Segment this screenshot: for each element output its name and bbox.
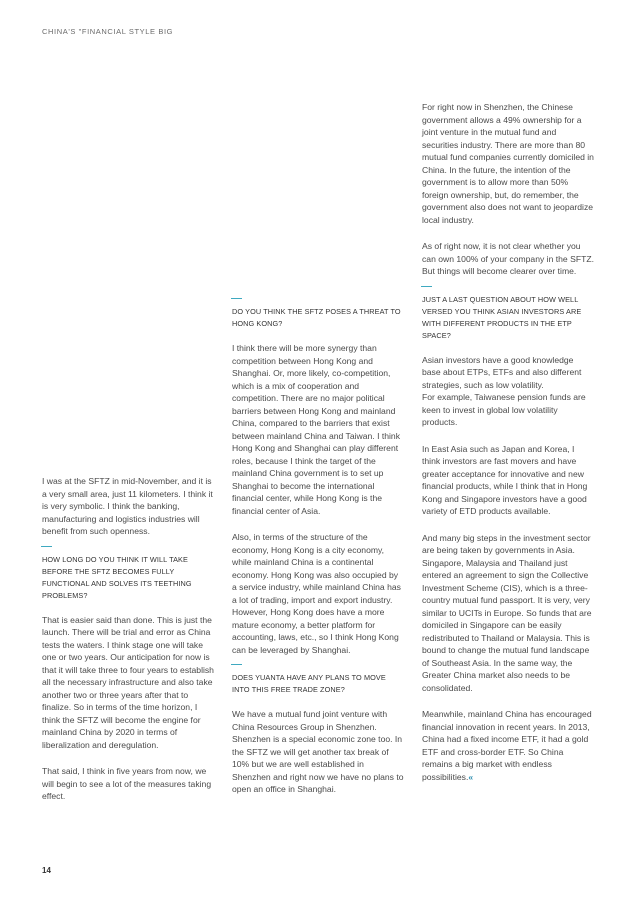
accent-rule	[41, 546, 52, 547]
column-3	[422, 101, 594, 783]
running-header: CHINA'S "FINANCIAL STYLE BIG	[42, 27, 174, 36]
question-hong-kong	[232, 306, 404, 330]
question-heading: HOW LONG DO YOU THINK IT WILL TAKE BEFORE THE SFTZ BECOMES FULLY FUNCTIONAL AND SOLVES ITS TEETHING PROBLEMS?	[42, 554, 192, 600]
answer-paragraph: Also, in terms of the structure of the economy, Hong Kong is a city economy, while mainland China is a continental economy. Hong Kong was also occupied by a service industry, while mainland China has a lot of trading, import and export industry. However, Hong Kong does have a more mature economy, a better platform for accounting, laws, etc., so I think Hong Kong can be leveraged by Shanghai.	[232, 532, 401, 655]
question-heading: DOES YUANTA HAVE ANY PLANS TO MOVE INTO THIS FREE TRADE ZONE?	[232, 673, 386, 694]
answer-paragraph: And many big steps in the investment sector are being taken by governments in Asia. Singapore, Malaysia and Thailand just entered an agreement to sign the Collective Investment Scheme (CIS), which is a three-country mutual fund passport. It is very, very similar to UCITs in Europe. So funds that are domiciled in Singapore can be easily redistributed to Thailand or Malaysia. This is bound to change the mutual fund landscape of Southeast Asia. In the same way, the Greater China market also needs to be consolidated.	[422, 532, 592, 693]
body-paragraph: As of right now, it is not clear whether you can own 100% of your company in the SFTZ. But things will become clearer over time.	[422, 241, 594, 276]
answer-paragraph	[422, 354, 594, 429]
answer-paragraph: In East Asia such as Japan and Korea, I think investors are fast movers and have greater acceptance for innovative and new financial products, while I think that in Hong Kong and Singapore investors have a good variety of ETD products available.	[422, 443, 588, 516]
answer-paragraph: That is easier said than done. This is just the launch. There will be trial and error as China tests the waters. I think stage one will take one or two years. Our anticipation for now is that it will take three to four years to establish all the necessary infrastructure and also take another two or three years after that to finalize. So in terms of the time horizon, I think the SFTZ will become the engine for mainland China by 2020 in terms of liberalization and deregulation.	[42, 614, 214, 750]
answer-sentence: Asian investors have a good knowledge base about ETPs, ETFs and also different strategies, such as low volatility.	[422, 354, 582, 390]
body-paragraph: For right now in Shenzhen, the Chinese government allows a 49% ownership for a joint venture in the mutual fund and securities industry. There are more than 80 mutual fund companies currently domiciled in China. In the future, the intention of the government is to allow more than 50% foreign ownership, but, do remember, the government also does not want to jeopardize local industry.	[422, 102, 594, 225]
answer-sentence: For example, Taiwanese pension funds are keen to invest in global low volatility products.	[422, 392, 586, 427]
end-of-article-mark: «	[468, 771, 474, 782]
accent-rule	[231, 664, 242, 665]
answer-paragraph: We have a mutual fund joint venture with China Resources Group in Shenzhen. Shenzhen is a special economic zone too. In the SFTZ we will get another tax break of 10% but we are well established in Shenzhen and right now we have no plans to open an office in Shanghai.	[232, 709, 404, 794]
question-asian-investors	[422, 294, 594, 342]
closing-text: Meanwhile, mainland China has encouraged financial innovation in recent years. In 2013, China had a fixed income ETF, it had a gold ETF and cross-border ETF. So China remains a big market with endless possibilities.	[422, 709, 592, 782]
answer-paragraph: That said, I think in five years from now, we will begin to see a lot of the measures taking effect.	[42, 766, 212, 801]
column-2	[232, 306, 404, 796]
column-1	[42, 475, 214, 803]
question-timeline	[42, 554, 214, 602]
question-free-trade-zone	[232, 672, 404, 696]
page-number: 14	[42, 866, 51, 875]
intro-paragraph: I was at the SFTZ in mid-November, and it is a very small area, just 11 kilometers. I think it is very symbolic. I think the banking, manufacturing and logistics industries will benefit from such openness.	[42, 476, 213, 536]
closing-paragraph	[422, 708, 594, 783]
answer-paragraph: I think there will be more synergy than competition between Hong Kong and Shanghai. Or, more likely, co-competition, which is a mix of cooperation and competition. There are no major political barriers between Hong Kong and mainland China, compared to the barriers that exist between mainland China and Taiwan. I think Hong Kong and Shanghai can play different roles, because I think the target of the mainland China government is to set up Shanghai to become the international financial center, while Hong Kong is the financial center of Asia.	[232, 343, 401, 516]
accent-rule	[231, 298, 242, 299]
question-heading: JUST A LAST QUESTION ABOUT HOW WELL VERSED YOU THINK ASIAN INVESTORS ARE WITH DIFFERENT PRODUCTS IN THE ETP SPACE?	[422, 294, 582, 340]
accent-rule	[421, 286, 432, 287]
question-heading: DO YOU THINK THE SFTZ POSES A THREAT TO HONG KONG?	[232, 307, 401, 328]
